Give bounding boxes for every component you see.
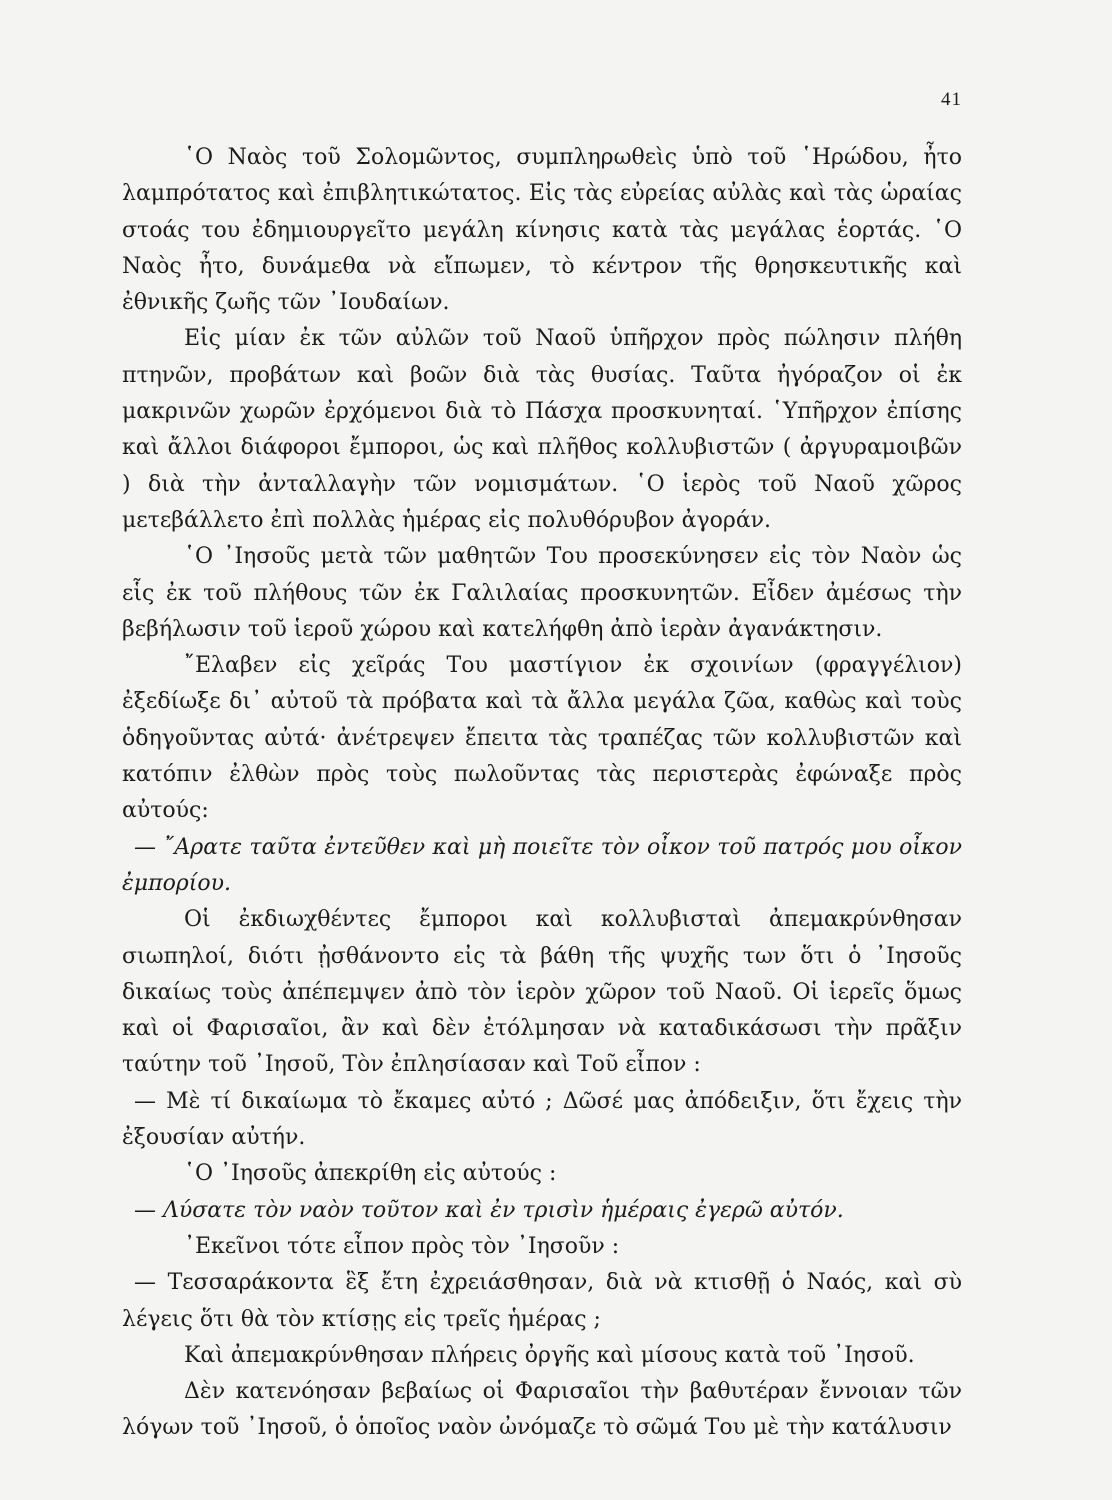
dialogue-take-these-away: — ῎Αρατε ταῦτα ἐντεῦθεν καὶ μὴ ποιεῖτε τὸν οἶκον τοῦ πατρός μου οἶκον ἐμπορίου. <box>122 834 962 896</box>
paragraph-jesus-answered: ῾Ο ᾽Ιησοῦς ἀπεκρίθη εἰς αὐτούς : <box>184 1161 557 1187</box>
paragraph-jesus-arrives: ῾Ο ᾽Ιησοῦς μετὰ τῶν μαθητῶν Του προσεκύνησεν εἰς τὸν Ναὸν ὡς εἷς ἐκ τοῦ πλήθους τῶν ἐκ Γαλιλαίας προσκυνητῶν. Εἶδεν ἀμέσως τὴν βεβήλωσιν τοῦ ἱεροῦ χώρου καὶ κατελήφθη ἀπὸ ἱερὰν ἀγανάκτησιν. <box>122 544 962 642</box>
paragraph-they-left: Καὶ ἀπεμακρύνθησαν πλήρεις ὀργῆς καὶ μίσους κατὰ τοῦ ᾽Ιησοῦ. <box>184 1342 915 1368</box>
paragraph-pharisees: Οἱ ἐκδιωχθέντες ἔμποροι καὶ κολλυβισταὶ ἀπεμακρύνθησαν σιωπηλοί, διότι ᾐσθάνοντο εἰς τὰ βάθη τῆς ψυχῆς των ὅτι ὁ ᾽Ιησοῦς δικαίως τοὺς ἀπέπεμψεν ἀπὸ τὸν ἱερὸν χῶρον τοῦ Ναοῦ. Οἱ ἱερεῖς ὅμως καὶ οἱ Φαρισαῖοι, ἂν καὶ δὲν ἐτόλμησαν νὰ καταδικάσωσι τὴν πρᾶξιν ταύτην τοῦ ᾽Ιησοῦ, Τὸν ἐπλησίασαν καὶ Τοῦ εἶπον : <box>122 907 962 1078</box>
paragraph-deeper-meaning: Δὲν κατενόησαν βεβαίως οἱ Φαρισαῖοι τὴν βαθυτέραν ἔννοιαν τῶν λόγων τοῦ ᾽Ιησοῦ, ὁ ὁποῖος ναὸν ὠνόμαζε τὸ σῶμά Του μὲ τὴν κατάλυσιν <box>122 1379 962 1441</box>
paragraph-merchants: Εἰς μίαν ἐκ τῶν αὐλῶν τοῦ Ναοῦ ὑπῆρχον πρὸς πώλησιν πλήθη πτηνῶν, προβάτων καὶ βοῶν διὰ τὰς θυσίας. Ταῦτα ἠγόραζον οἱ ἐκ μακρινῶν χωρῶν ἐρχόμενοι διὰ τὸ Πάσχα προσκυνηταί. ῾Υπῆρχον ἐπίσης καὶ ἄλλοι διάφοροι ἔμποροι, ὡς καὶ πλῆθος κολλυβιστῶν ( ἀργυραμοιβῶν ) διὰ τὴν ἀνταλλαγὴν τῶν νομισμάτων. ῾Ο ἱερὸς τοῦ Ναοῦ χῶρος μετεβάλλετο ἐπὶ πολλὰς ἡμέρας εἰς πολυθόρυβον ἀγοράν. <box>122 326 962 533</box>
dialogue-forty-six-years: — Τεσσαράκοντα ἓξ ἔτη ἐχρειάσθησαν, διὰ νὰ κτισθῇ ὁ Ναός, καὶ σὺ λέγεις ὅτι θὰ τὸν κτίσῃς εἰς τρεῖς ἡμέρας ; <box>122 1270 962 1332</box>
dialogue-destroy-temple: — Λύσατε τὸν ναὸν τοῦτον καὶ ἐν τρισὶν ἡμέραις ἐγερῶ αὐτόν. <box>134 1197 844 1223</box>
paragraph-cleansing: ῎Ελαβεν εἰς χεῖράς Του μαστίγιον ἐκ σχοινίων (φραγγέλιον) ἐξεδίωξε δι᾽ αὐτοῦ τὰ πρόβατα καὶ τὰ ἄλλα μεγάλα ζῶα, καθὼς καὶ τοὺς ὁδηγοῦντας αὐτά· ἀνέτρεψεν ἔπειτα τὰς τραπέζας τῶν κολλυβιστῶν καὶ κατόπιν ἐλθὼν πρὸς τοὺς πωλοῦντας τὰς περιστερὰς ἐφώναξε πρὸς αὐτούς: <box>122 653 962 824</box>
dialogue-authority-question: — Μὲ τί δικαίωμα τὸ ἔκαμες αὐτό ; Δῶσέ μας ἀπόδειξιν, ὅτι ἔχεις τὴν ἐξουσίαν αὐτήν. <box>122 1088 962 1151</box>
paragraph-they-said: ᾽Εκεῖνοι τότε εἶπον πρὸς τὸν ᾽Ιησοῦν : <box>184 1233 620 1259</box>
paragraph-temple-description: ῾Ο Ναὸς τοῦ Σολομῶντος, συμπληρωθεὶς ὑπὸ τοῦ ῾Ηρώδου, ἦτο λαμπρότατος καὶ ἐπιβλητικώτατος. Εἰς τὰς εὐρείας αὐλὰς καὶ τὰς ὡραίας στοάς του ἐδημιουργεῖτο μεγάλη κίνησις κατὰ τὰς μεγάλας ἑορτάς. ῾Ο Ναὸς ἦτο, δυνάμεθα νὰ εἴπωμεν, τὸ κέντρον τῆς θρησκευτικῆς καὶ ἐθνικῆς ζωῆς τῶν ᾽Ιουδαίων. <box>122 145 962 316</box>
body-text <box>122 140 962 1447</box>
page-number: 41 <box>941 89 962 110</box>
